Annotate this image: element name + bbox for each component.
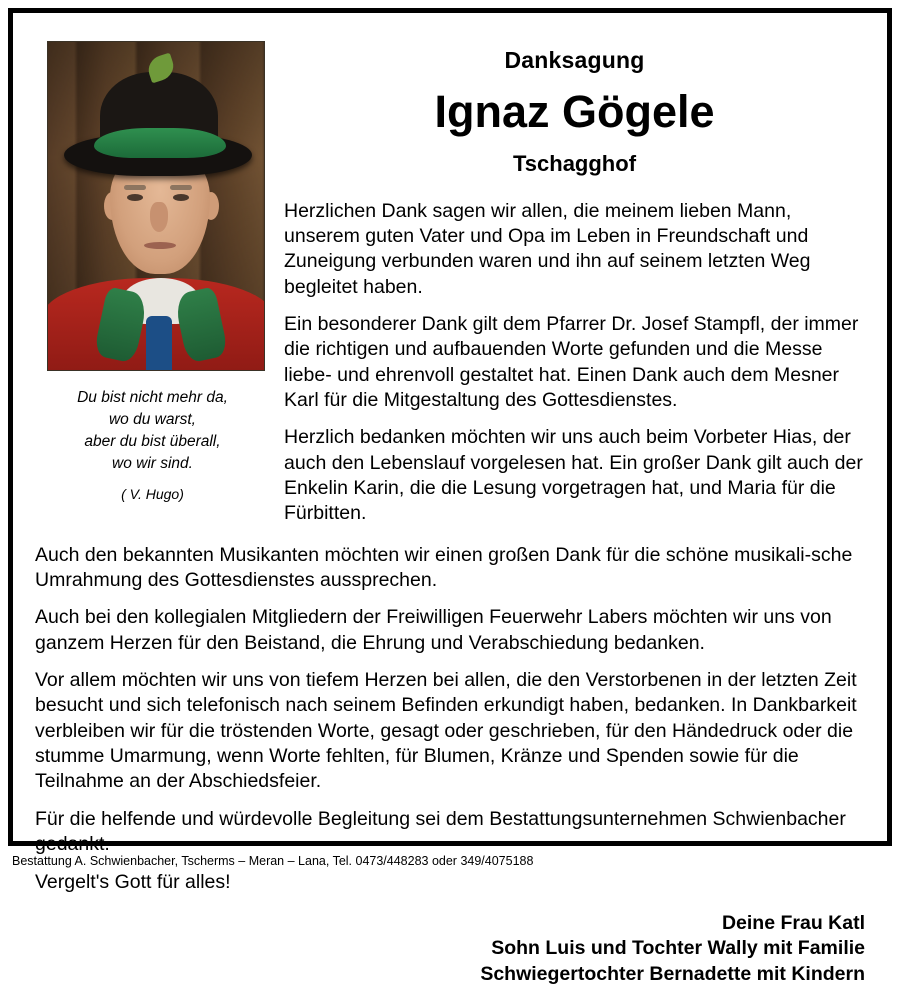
- thanks-paragraph-6: Vor allem möchten wir uns von tiefem Herzen bei allen, die den Verstorbenen in der letzten Zeit besucht und sich telefonisch nach seinem Befinden erkundigt haben, bedanken. In Dankbarkeit verbleiben wir für die tröstenden Worte, gesagt oder geschrieben, für den Händedruck oder die stumme Umarmung, wenn Worte fehlten, für Blumen, Kränze und Spenden sowie für die Teilnahme an der Abschiedsfeier.: [35, 669, 857, 793]
- nose: [150, 202, 168, 232]
- farm-name: Tschagghof: [512, 150, 637, 176]
- signature-line-3: Schwiegertochter Bernadette mit Kindern: [480, 962, 865, 985]
- hat-green-band: [94, 128, 226, 158]
- funeral-home-footer: Bestattung A. Schwienbacher, Tscherms – Meran – Lana, Tel. 0473/448283 oder 349/4075188: [12, 854, 534, 868]
- thanks-paragraph-2: Ein besonderer Dank gilt dem Pfarrer Dr. Josef Stampfl, der immer die richtigen und aufbauenden Worte gefunden und die Messe liebe- und ehrenvoll gestaltet hat. Einen Dank auch dem Mesner Karl für die Mitgestaltung des Gottesdienstes.: [284, 312, 859, 411]
- quote-source: ( V. Hugo): [121, 486, 184, 502]
- memorial-quote: [35, 387, 270, 475]
- right-column: [280, 31, 865, 539]
- blue-tie: [146, 316, 172, 371]
- eye-left: [127, 194, 143, 201]
- quote-line-1: Du bist nicht mehr da,: [77, 389, 228, 406]
- eye-right: [173, 194, 189, 201]
- signature-line-2: Sohn Luis und Tochter Wally mit Familie: [491, 937, 865, 960]
- eyebrow-right: [170, 185, 192, 190]
- portrait-photo: [47, 41, 265, 371]
- top-region: [35, 31, 865, 539]
- signature-line-1: Deine Frau Katl: [721, 911, 865, 934]
- deceased-name: Ignaz Gögele: [434, 86, 715, 137]
- thanks-paragraph-3: Herzlich bedanken möchten wir uns auch beim Vorbeter Hias, der auch den Lebenslauf vorgelesen hat. Ein großer Dank gilt auch der Enkelin Karin, die die Lesung vorgetragen hat, und Maria für die Fürbitten.: [284, 426, 863, 525]
- thanks-paragraph-7: Für die helfende und würdevolle Begleitung sei dem Bestattungsunternehmen Schwienbacher gedankt.: [35, 807, 846, 856]
- family-signature: [35, 911, 865, 987]
- mouth: [144, 242, 176, 249]
- full-width-text-block: [35, 543, 865, 895]
- quote-line-2: wo du warst,: [108, 411, 196, 428]
- quote-line-4: wo wir sind.: [112, 455, 193, 472]
- left-column: [35, 31, 280, 502]
- closing-line: Vergelt's Gott für alles!: [35, 870, 231, 893]
- thanks-paragraph-4: Auch den bekannten Musikanten möchten wir einen großen Dank für die schöne musikali-sche Umrahmung des Gottesdienstes aussprechen.: [35, 543, 853, 592]
- thanks-paragraph-1: Herzlichen Dank sagen wir allen, die meinem lieben Mann, unserem guten Vater und Opa im Leben in Freundschaft und Zuneigung verbunden waren und ihn auf seinem letzten Weg begleitet haben.: [284, 199, 811, 298]
- thanks-paragraph-5: Auch bei den kollegialen Mitgliedern der Freiwilligen Feuerwehr Labers möchten wir uns von ganzem Herzen für den Beistand, die Ehrung und Verabschiedung bedanken.: [35, 606, 832, 654]
- eyebrow-left: [124, 185, 146, 190]
- notice-heading: Danksagung: [504, 47, 645, 73]
- quote-line-3: aber du bist überall,: [84, 433, 221, 450]
